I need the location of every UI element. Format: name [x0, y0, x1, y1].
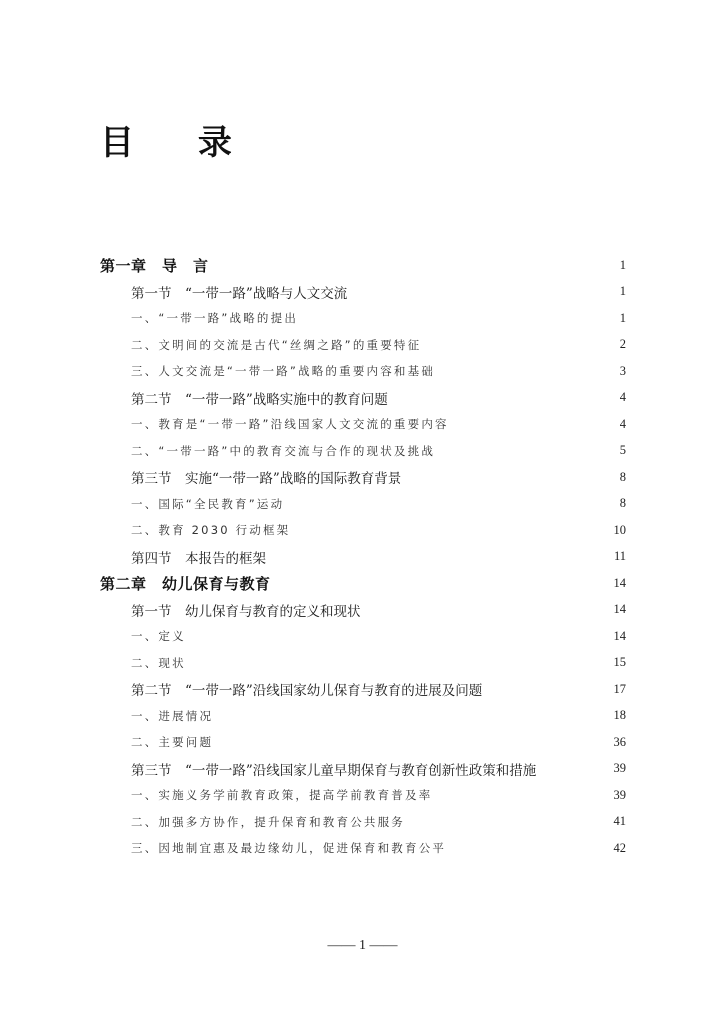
- toc-entry-title: 第三节 “一带一路”沿线国家儿童早期保育与教育创新性政策和措施: [131, 762, 537, 779]
- toc-entry-title: 第一节 “一带一路”战略与人文交流: [131, 285, 348, 302]
- toc-item-entry[interactable]: [100, 411, 626, 438]
- toc-entry-title: 一、国际“全民教育”运动: [131, 496, 285, 511]
- toc-entry-page-number: 39: [613, 761, 626, 776]
- toc-item-entry[interactable]: [100, 491, 626, 518]
- toc-entry-title: 三、因地制宜惠及最边缘幼儿，促进保育和教育公平: [131, 841, 447, 856]
- toc-item-entry[interactable]: [100, 650, 626, 677]
- page-number-footer: —— 1 ——: [327, 938, 398, 953]
- toc-entry-title: 一、实施义务学前教育政策，提高学前教育普及率: [131, 788, 433, 803]
- toc-entry-title: 二、加强多方协作，提升保育和教育公共服务: [131, 814, 405, 829]
- toc-entry-page-number: 14: [613, 575, 626, 590]
- toc-entry-page-number: 15: [613, 655, 626, 670]
- toc-entry-page-number: 14: [613, 602, 626, 617]
- toc-section-entry[interactable]: [100, 756, 626, 783]
- toc-entry-page-number: 8: [619, 496, 626, 511]
- toc-section-entry[interactable]: [100, 464, 626, 491]
- toc-entry-title: 一、“一带一路”战略的提出: [131, 311, 299, 326]
- toc-entry-title: 第二节 “一带一路”战略实施中的教育问题: [131, 391, 388, 408]
- toc-entry-page-number: 36: [613, 734, 626, 749]
- toc-entry-page-number: 41: [613, 814, 626, 829]
- toc-entry-title: 第二节 “一带一路”沿线国家幼儿保育与教育的进展及问题: [131, 683, 483, 700]
- toc-entry-page-number: 14: [613, 628, 626, 643]
- toc-item-entry[interactable]: [100, 438, 626, 465]
- toc-item-entry[interactable]: [100, 305, 626, 332]
- toc-entry-title: 第一章 导 言: [100, 256, 209, 275]
- toc-item-entry[interactable]: [100, 782, 626, 809]
- toc-section-entry[interactable]: [100, 597, 626, 624]
- toc-item-entry[interactable]: [100, 809, 626, 836]
- toc-entry-page-number: 18: [613, 708, 626, 723]
- toc-entry-title: 第四节 本报告的框架: [131, 550, 266, 567]
- toc-entry-page-number: 4: [619, 416, 626, 431]
- toc-section-entry[interactable]: [100, 544, 626, 571]
- toc-item-entry[interactable]: [100, 729, 626, 756]
- page-title: 目 录: [100, 123, 258, 163]
- toc-entry-page-number: 5: [619, 443, 626, 458]
- toc-item-entry[interactable]: [100, 358, 626, 385]
- toc-entry-title: 第一节 幼儿保育与教育的定义和现状: [131, 603, 361, 620]
- toc-entry-title: 二、文明间的交流是古代“丝绸之路”的重要特征: [131, 337, 422, 352]
- toc-item-entry[interactable]: [100, 517, 626, 544]
- toc-entry-title: 一、定义: [131, 629, 186, 644]
- toc-item-entry[interactable]: [100, 623, 626, 650]
- toc-entry-page-number: 39: [613, 787, 626, 802]
- toc-entry-title: 第三节 实施“一带一路”战略的国际教育背景: [131, 471, 402, 488]
- toc-item-entry[interactable]: [100, 703, 626, 730]
- toc-section-entry[interactable]: [100, 676, 626, 703]
- toc-entry-page-number: 42: [613, 840, 626, 855]
- toc-entry-page-number: 1: [619, 310, 626, 325]
- toc-section-entry[interactable]: [100, 385, 626, 412]
- toc-entry-title: 一、教育是“一带一路”沿线国家人文交流的重要内容: [131, 417, 449, 432]
- toc-entry-page-number: 1: [619, 284, 626, 299]
- toc-entry-title: 一、进展情况: [131, 708, 214, 723]
- toc-entry-title: 二、现状: [131, 655, 186, 670]
- toc-entry-title: 三、人文交流是“一带一路”战略的重要内容和基础: [131, 364, 436, 379]
- toc-entry-page-number: 4: [619, 390, 626, 405]
- toc-entry-page-number: 2: [619, 337, 626, 352]
- toc-entry-page-number: 17: [613, 681, 626, 696]
- toc-item-entry[interactable]: [100, 332, 626, 359]
- toc-entry-title: 二、主要问题: [131, 735, 214, 750]
- toc-entry-page-number: 1: [619, 257, 626, 272]
- table-of-contents: [100, 252, 626, 862]
- toc-chapter-entry[interactable]: [100, 570, 626, 597]
- toc-entry-page-number: 8: [619, 469, 626, 484]
- toc-entry-page-number: 11: [613, 549, 626, 564]
- toc-chapter-entry[interactable]: [100, 252, 626, 279]
- toc-entry-page-number: 3: [619, 363, 626, 378]
- toc-entry-title: 二、教育 2030 行动框架: [131, 523, 291, 538]
- toc-section-entry[interactable]: [100, 279, 626, 306]
- toc-entry-title: 第二章 幼儿保育与教育: [100, 574, 271, 593]
- toc-entry-title: 二、“一带一路”中的教育交流与合作的现状及挑战: [131, 443, 436, 458]
- toc-item-entry[interactable]: [100, 835, 626, 862]
- toc-entry-page-number: 10: [613, 522, 626, 537]
